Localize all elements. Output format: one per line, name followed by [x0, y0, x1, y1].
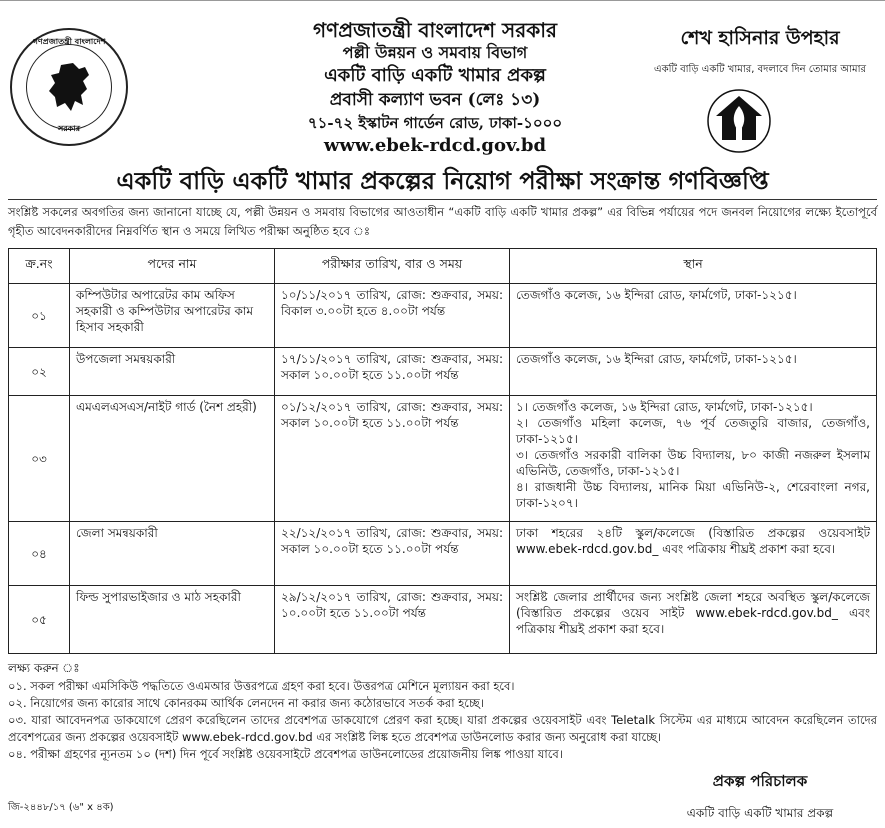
notes-heading: লক্ষ্য করুন ঃ [8, 661, 80, 675]
bangladesh-map-icon [39, 57, 99, 117]
row-post: এমএলএসএস/নাইট গার্ড (নৈশ প্রহরী) [70, 396, 275, 522]
venue-line: ঢাকা শহরের ২৪টি স্কুল/কলেজে (বিস্তারিত প্রকল্পের ওয়েবসাইট www.ebek-rdcd.gov.bd_ এবং পত্রিকায় শীঘ্রই প্রকাশ করা হবে। [516, 526, 870, 556]
col-serial: ক্র.নং [9, 249, 70, 284]
note-item: ০২. নিয়োগের জন্য কারোর সাথে কোনরকম আর্থিক লেনদেন না করার জন্য কঠোরভাবে সতর্ক করা হচ্ছে। [8, 696, 484, 710]
col-post: পদের নাম [70, 249, 275, 284]
table-row [9, 586, 877, 654]
title-divider [8, 199, 877, 200]
table-row [9, 284, 877, 348]
row-post: উপজেলা সমন্বয়কারী [70, 348, 275, 396]
slogan: একটি বাড়ি একটি খামার, বদলাবে দিন তোমার আমার [653, 64, 866, 75]
table-header-row [9, 249, 877, 284]
row-date: ০১/১২/২০১৭ তারিখ, রোজ: শুক্রবার, সময়: সকাল ১০.০০টা হতে ১১.০০টা পর্যন্ত [275, 396, 510, 522]
address: ৭১-৭২ ইস্কাটন গার্ডেন রোড, ঢাকা-১০০০ [307, 114, 563, 132]
signature-block [650, 770, 870, 825]
note-item: ০১. সকল পরীক্ষা এমসিকিউ পদ্ধতিতে ওএমআর উত্তরপত্রে গ্রহণ করা হবে। উত্তরপত্র মেশিনে মূল্যায়ন করা হবে। [8, 679, 515, 693]
row-date: ২২/১২/২০১৭ তারিখ, রোজ: শুক্রবার, সময়: সকাল ১০.০০টা হতে ১১.০০টা পর্যন্ত [275, 522, 510, 586]
header [0, 6, 885, 156]
division-name: পল্লী উন্নয়ন ও সমবায় বিভাগ [342, 43, 528, 62]
venue-line: তেজগাঁও কলেজ, ১৬ ইন্দিরা রোড, ফার্মগেট, ঢাকা-১২১৫। [516, 352, 797, 366]
notes-list [8, 678, 877, 763]
top-rule [0, 0, 885, 5]
venue-line: ৪। রাজধানী উচ্চ বিদ্যালয়, মানিক মিয়া এভিনিউ-২, শেরেবাংলা নগর, ঢাকা-১২০৭। [516, 480, 870, 510]
slogan-block [640, 24, 880, 79]
row-date: ১০/১১/২০১৭ তারিখ, রোজ: শুক্রবার, সময়: বিকাল ৩.০০টা হতে ৪.০০টা পর্যন্ত [275, 284, 510, 348]
table-row [9, 348, 877, 396]
row-serial: ০২ [9, 348, 70, 396]
col-date: পরীক্ষার তারিখ, বার ও সময় [275, 249, 510, 284]
row-date: ১৭/১১/২০১৭ তারিখ, রোজ: শুক্রবার, সময়: সকাল ১০.০০টা হতে ১১.০০টা পর্যন্ত [275, 348, 510, 396]
seal-inner [26, 44, 112, 130]
row-date: ২৯/১২/২০১৭ তারিখ, রোজ: শুক্রবার, সময়: ১০.০০টা হতে ১১.০০টা পর্যন্ত [275, 586, 510, 654]
table-row [9, 522, 877, 586]
venue-line: তেজগাঁও কলেজ, ১৬ ইন্দিরা রোড, ফার্মগেট, ঢাকা-১২১৫। [516, 288, 797, 302]
row-post: ফিল্ড সুপারভাইজার ও মাঠ সহকারী [70, 586, 275, 654]
table-row [9, 396, 877, 522]
row-venue [510, 522, 877, 586]
government-seal [10, 28, 128, 146]
row-serial: ০৪ [9, 522, 70, 586]
gift-heading: শেখ হাসিনার উপহার [680, 27, 840, 49]
row-serial: ০৫ [9, 586, 70, 654]
website: www.ebek-rdcd.gov.bd [323, 135, 547, 156]
building-name: প্রবাসী কল্যাণ ভবন (লেঃ ১৩) [329, 90, 541, 110]
project-name: একটি বাড়ি একটি খামার প্রকল্প [324, 65, 546, 86]
note-item: ০৪. পরীক্ষা গ্রহণের ন্যূনতম ১০ (দশ) দিন পূর্বে সংশ্লিষ্ট ওয়েবসাইটে প্রবেশপত্র ডাউনলোডের প্রয়োজনীয় লিঙ্ক পাওয়া যাবে। [8, 747, 563, 761]
row-post: জেলা সমন্বয়কারী [70, 522, 275, 586]
row-serial: ০১ [9, 284, 70, 348]
row-venue [510, 586, 877, 654]
venue-line: সংশ্লিষ্ট জেলার প্রার্থীদের জন্য সংশ্লিষ্ট জেলা শহরে অবস্থিত স্কুল/কলেজে (বিস্তারিত প্রকল্পের ওয়েব সাইট www.ebek-rdcd.gov.bd_ এবং পত্রিকায় শীঘ্রই প্রকাশ করা হবে। [516, 590, 870, 636]
row-serial: ০৩ [9, 396, 70, 522]
exam-schedule-table [8, 248, 877, 654]
notice-title: একটি বাড়ি একটি খামার প্রকল্পের নিয়োগ পরীক্ষা সংক্রান্ত গণবিজ্ঞপ্তি [116, 166, 769, 195]
intro-paragraph: সংশ্লিষ্ট সকলের অবগতির জন্য জানানো যাচ্ছে যে, পল্লী উন্নয়ন ও সমবায় বিভাগের আওতাধীন “একটি বাড়ি একটি খামার প্রকল্প” এর বিভিন্ন পর্যায়ের পদে জনবল নিয়োগের লক্ষ্যে ইতোপূর্বে গৃহীত আবেদনকারীদের নিম্নবর্ণিত স্থান ও সময়ে লিখিত পরীক্ষা অনুষ্ঠিত হবে ঃ [8, 205, 877, 238]
director-title: প্রকল্প পরিচালক [712, 772, 808, 790]
director-project: একটি বাড়ি একটি খামার প্রকল্প [686, 806, 834, 820]
project-logo-icon [706, 88, 772, 154]
row-venue [510, 396, 877, 522]
col-venue: স্থান [510, 249, 877, 284]
venue-line: ১। তেজগাঁও কলেজ, ১৬ ইন্দিরা রোড, ফার্মগেট, ঢাকা-১২১৫। [516, 400, 813, 414]
seal-bottom-text: সরকার [57, 124, 80, 133]
seal-top-text: গণপ্রজাতন্ত্রী বাংলাদেশ [32, 37, 106, 46]
reference-code: জি-২৪৪৮/১৭ (৬" x ৪ক) [8, 802, 114, 813]
row-venue [510, 284, 877, 348]
venue-line: ২। তেজগাঁও মহিলা কলেজ, ৭৬ পূর্ব তেজতুরি বাজার, তেজগাঁও, ঢাকা-১২১৫। [516, 416, 870, 446]
row-venue [510, 348, 877, 396]
issuer-block [225, 18, 645, 158]
note-item: ০৩. যারা আবেদনপত্র ডাকযোগে প্রেরণ করেছিলেন তাদের প্রবেশপত্র ডাকযোগে প্রেরণ করা হচ্ছে। যারা প্রকল্পের ওয়েবসাইট এবং Teletalk সিস্টেম এর মাধ্যমে আবেদন করেছিলেন তাদের প্রবেশপত্রের জন্য প্রকল্পের ওয়েবসাইট www.ebek-rdcd.gov.bd এর সংশ্লিষ্ট লিঙ্ক হতে প্রবেশপত্র ডাউনলোড করার জন্য অনুরোধ করা যাচ্ছে। [8, 713, 877, 744]
row-post: কম্পিউটার অপারেটর কাম অফিস সহকারী ও কম্পিউটার অপারেটর কাম হিসাব সহকারী [70, 284, 275, 348]
govt-name: গণপ্রজাতন্ত্রী বাংলাদেশ সরকার [313, 18, 557, 42]
venue-line: ৩। তেজগাঁও সরকারী বালিকা উচ্চ বিদ্যালয়, ৮০ কাজী নজরুল ইসলাম এভিনিউ, তেজগাঁও, ঢাকা-১২১৫। [516, 448, 870, 478]
